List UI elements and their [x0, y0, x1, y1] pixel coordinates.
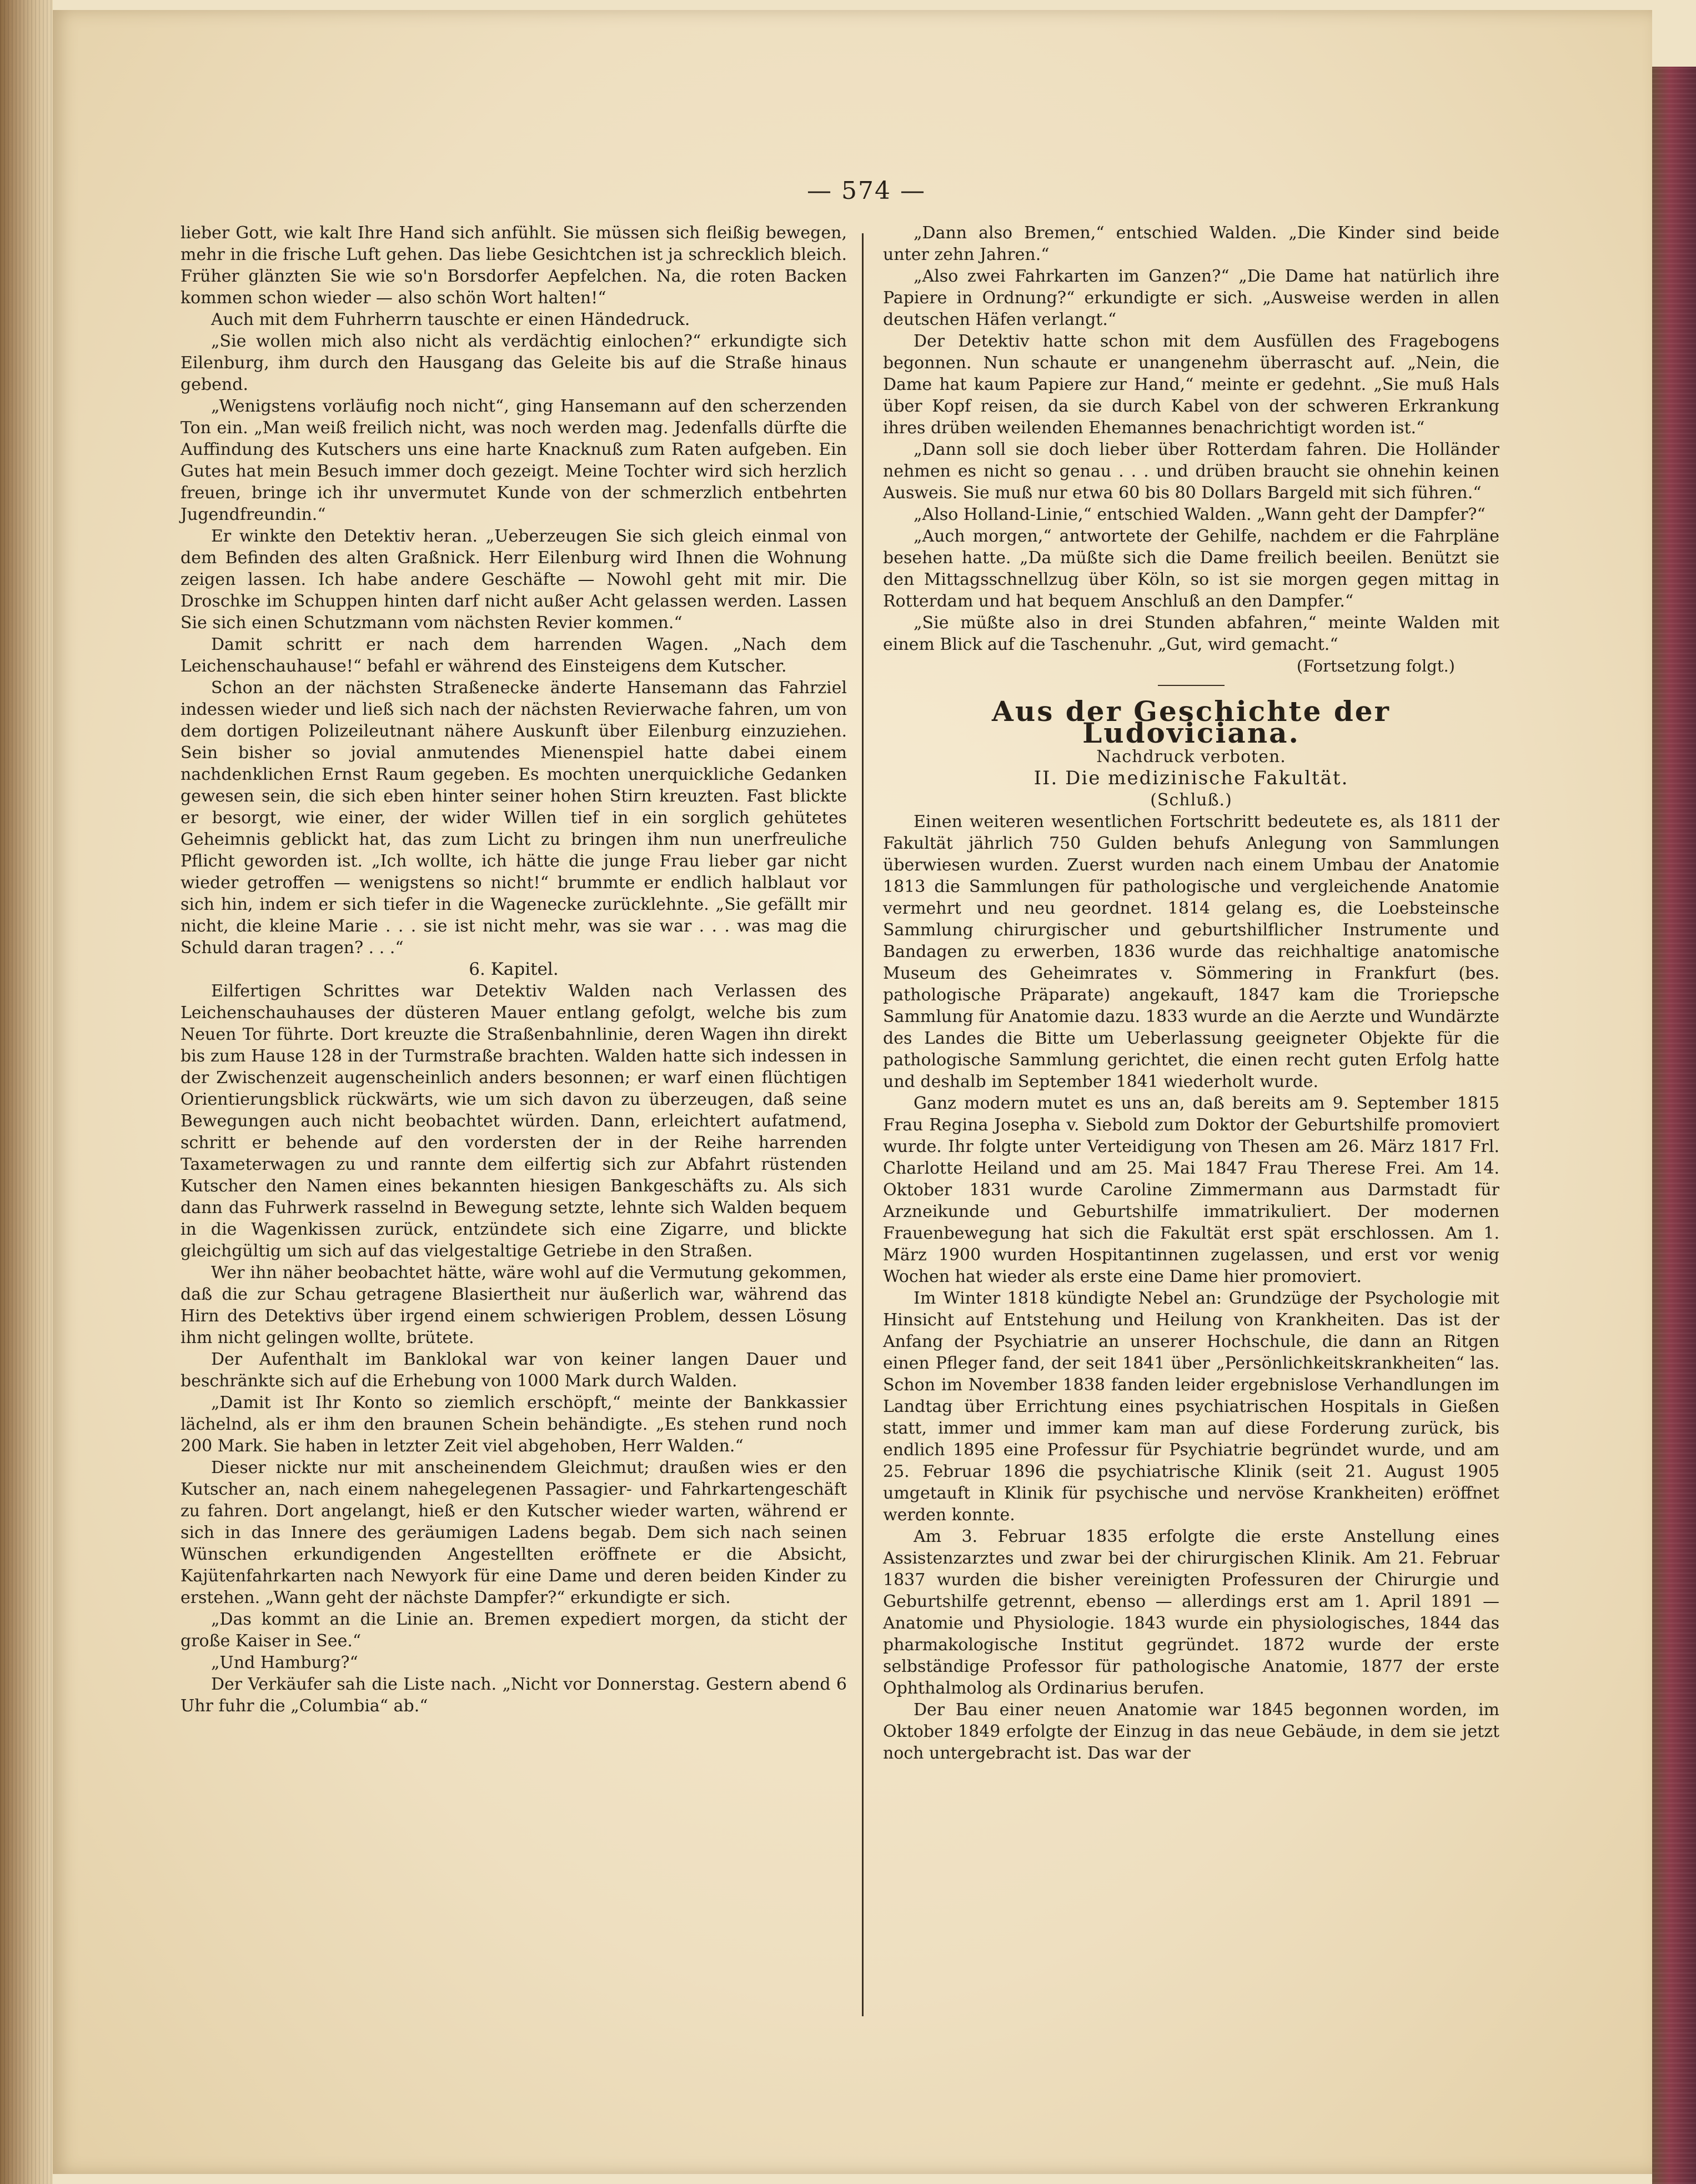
paragraph: Auch mit dem Fuhrherrn tauschte er einen Händedruck. [211, 310, 690, 329]
paragraph: Damit schritt er nach dem harrenden Wagen. „Nach dem Leichenschauhause!“ befahl er während des Einsteigens dem Kutscher. [180, 635, 847, 676]
paragraph: „Wenigstens vorläufig noch nicht“, ging Hansemann auf den scherzenden Ton ein. „Man weiß freilich nicht, was noch werden mag. Jedenfalls dürfte die Auffindung des Kutschers uns eine harte Knacknuß zum Raten aufgeben. Ein Gutes hat mein Besuch immer doch gezeigt. Meine Tochter wird sich herzlich freuen, bringe ich ihr unvermutet Kunde von der schmerzlich entbehrten Jugendfreundin.“ [180, 397, 847, 524]
paragraph: Ganz modern mutet es uns an, daß bereits am 9. September 1815 Frau Regina Josepha v. Siebold zum Doktor der Geburtshilfe promoviert wurde. Ihr folgte unter Verteidigung von Thesen am 26. März 1817 Frl. Charlotte Heiland und am 25. Mai 1847 Frau Therese Frei. Am 14. Oktober 1831 wurde Caroline Zimmermann aus Darmstadt für Arzneikunde und Geburtshilfe immatrikuliert. Der modernen Frauenbewegung hat sich die Fakultät erst spät erschlossen. Am 1. März 1900 wurden Hospitantinnen zugelassen, und erst vor wenig Wochen hat wieder als erste eine Dame hier promoviert. [883, 1094, 1499, 1286]
left-column [180, 222, 847, 1717]
paragraph: Er winkte den Detektiv heran. „Ueberzeugen Sie sich gleich einmal von dem Befinden des alten Graßnick. Herr Eilenburg wird Ihnen die Wohnung zeigen lassen. Ich habe andere Geschäfte — Nowohl geht mit mir. Die Droschke im Schuppen hinten darf nicht außer Acht gelassen werden. Lassen Sie sich einen Schutzmann vom nächsten Revier kommen.“ [180, 527, 847, 633]
book-edge-left [0, 0, 53, 2184]
conclusion-note: (Schluß.) [1150, 790, 1232, 810]
paragraph: Der Bau einer neuen Anatomie war 1845 begonnen worden, im Oktober 1849 erfolgte der Einzug in das neue Gebäude, in dem sie jetzt noch untergebracht ist. Das war der [883, 1700, 1499, 1763]
section-subtitle: II. Die medizinische Fakultät. [1033, 767, 1349, 789]
paragraph: „Damit ist Ihr Konto so ziemlich erschöpft,“ meinte der Bankkassier lächelnd, als er ihm den braunen Schein behändigte. „Es stehen rund noch 200 Mark. Sie haben in letzter Zeit viel abgehoben, Herr Walden.“ [180, 1393, 847, 1456]
paragraph: „Dann soll sie doch lieber über Rotterdam fahren. Die Holländer nehmen es nicht so genau . . . und drüben braucht sie ohnehin keinen Ausweis. Sie muß nur etwa 60 bis 80 Dollars Bargeld mit sich führen.“ [883, 440, 1499, 503]
paragraph: Am 3. Februar 1835 erfolgte die erste Anstellung eines Assistenzarztes und zwar bei der chirurgischen Klinik. Am 21. Februar 1837 wurden die bisher vereinigten Professuren der Chirurgie und Geburtshilfe getrennt, ebenso — allerdings erst am 1. April 1891 — Anatomie und Physiologie. 1843 wurde ein physiologisches, 1844 das pharmakologische Institut gegründet. 1872 wurde der erste selbständige Professor für pathologische Anatomie, 1877 der erste Ophthalmolog als Ordinarius berufen. [883, 1527, 1499, 1698]
paragraph: Im Winter 1818 kündigte Nebel an: Grundzüge der Psychologie mit Hinsicht auf Entstehung und Heilung von Krankheiten. Das ist der Anfang der Psychiatrie an unserer Hochschule, die dann an Ritgen einen Pfleger fand, der seit 1841 über „Persönlichkeitskrankheiten“ las. Schon im November 1838 fanden leider ergebnislose Verhandlungen im Landtag über Errichtung eines psychiatrischen Hospitals in Gießen statt, immer und immer kam man auf diese Forderung zurück, bis endlich 1895 eine Professur für Psychiatrie begründet wurde, und am 25. Februar 1896 die psychiatrische Klinik (seit 21. August 1905 umgetauft in Klinik für psychische und nervöse Krankheiten) eröffnet werden konnte. [883, 1289, 1499, 1525]
paragraph: Einen weiteren wesentlichen Fortschritt bedeutete es, als 1811 der Fakultät jährlich 750 Gulden behufs Anlegung von Sammlungen überwiesen wurden. Zuerst wurden nach einem Umbau der Anatomie 1813 die Sammlungen für pathologische und vergleichende Anatomie vermehrt und neu geordnet. 1814 gelang es, die Loebsteinsche Sammlung chirurgischer und geburtshilflicher Instrumente und Bandagen zu erwerben, 1836 wurde das reichhaltige anatomische Museum des Geheimrates v. Sömmering in Frankfurt (bes. pathologische Präparate) angekauft, 1847 kam die Troriepsche Sammlung für Anatomie dazu. 1833 wurde an die Aerzte und Wundärzte des Landes die Bitte um Ueberlassung geeigneter Objekte für die pathologische Sammlung gerichtet, die einen recht guten Erfolg hatte und deshalb im September 1841 wiederholt wurde. [883, 812, 1499, 1091]
paragraph: „Dann also Bremen,“ entschied Walden. „Die Kinder sind beide unter zehn Jahren.“ [883, 223, 1499, 264]
paragraph: Wer ihn näher beobachtet hätte, wäre wohl auf die Vermutung gekommen, daß die zur Schau getragene Blasiertheit nur äußerlich war, während das Hirn des Detektivs über irgend einem schwierigen Problem, dessen Lösung ihm nicht gelingen wollte, brütete. [180, 1263, 847, 1348]
paragraph: „Also Holland-Linie,“ entschied Walden. „Wann geht der Dampfer?“ [914, 505, 1486, 524]
page-number: — 574 — [807, 177, 926, 205]
reprint-note: Nachdruck verboten. [1096, 747, 1286, 767]
chapter-heading: 6. Kapitel. [469, 959, 559, 979]
paragraph: „Sie müßte also in drei Stunden abfahren,“ meinte Walden mit einem Blick auf die Taschenuhr. „Gut, wird gemacht.“ [883, 613, 1499, 654]
paragraph: Der Verkäufer sah die Liste nach. „Nicht vor Donnerstag. Gestern abend 6 Uhr fuhr die „Columbia“ ab.“ [180, 1675, 847, 1716]
paragraph: Dieser nickte nur mit anscheinendem Gleichmut; draußen wies er den Kutscher an, nach einem nahegelegenen Passagier- und Fahrkartengeschäft zu fahren. Dort angelangt, hieß er den Kutscher wieder warten, während er sich in das Innere des geräumigen Ladens begab. Dem sich nach seinen Wünschen erkundigenden Angestellten eröffnete er die Absicht, Kajütenfahrkarten nach Newyork für eine Dame und deren beiden Kinder zu erstehen. „Wann geht der nächste Dampfer?“ erkundigte er sich. [180, 1458, 847, 1607]
paragraph: „Also zwei Fahrkarten im Ganzen?“ „Die Dame hat natürlich ihre Papiere in Ordnung?“ erkundigte er sich. „Ausweise werden in allen deutschen Häfen verlangt.“ [883, 267, 1499, 329]
paragraph: Der Aufenthalt im Banklokal war von keiner langen Dauer und beschränkte sich auf die Erhebung von 1000 Mark durch Walden. [180, 1350, 847, 1391]
paragraph: lieber Gott, wie kalt Ihre Hand sich anfühlt. Sie müssen sich fleißig bewegen, mehr in die frische Luft gehen. Das liebe Gesichtchen ist ja schrecklich bleich. Früher glänzten Sie wie so'n Borsdorfer Aepfelchen. Na, die roten Backen kommen schon wieder — also schön Wort halten!“ [180, 223, 847, 308]
right-column [883, 222, 1499, 1764]
book-edge-right [1652, 67, 1696, 2184]
section-title: Aus der Geschichte der Ludoviciana. [992, 695, 1391, 749]
paragraph: „Sie wollen mich also nicht als verdächtig einlochen?“ erkundigte sich Eilenburg, ihm durch den Hausgang das Geleite bis auf die Straße hinaus gebend. [180, 332, 847, 394]
paragraph: Der Detektiv hatte schon mit dem Ausfüllen des Fragebogens begonnen. Nun schaute er unangenehm überrascht auf. „Nein, die Dame hat kaum Papiere zur Hand,“ meinte er gedehnt. „Sie muß Hals über Kopf reisen, da sie durch Kabel von der schweren Erkrankung ihres drüben weilenden Ehemannes benachrichtigt worden ist.“ [883, 332, 1499, 438]
paragraph: Eilfertigen Schrittes war Detektiv Walden nach Verlassen des Leichenschauhauses der düsteren Mauer entlang gefolgt, welche bis zum Neuen Tor führte. Dort kreuzte die Straßenbahnlinie, deren Wagen ihn direkt bis zum Hause 128 in der Turmstraße brachten. Walden hatte sich indessen in der Zwischenzeit augenscheinlich anders besonnen; er warf einen flüchtigen Orientierungsblick rückwärts, wie um sich davon zu überzeugen, daß seine Bewegungen auch nicht beobachtet würden. Dann, erleichtert aufatmend, schritt er behende auf den vordersten der in der Reihe harrenden Taxameterwagen zu und rannte dem eilfertig sich zur Abfahrt rüstenden Kutscher den Namen eines bekannten hiesigen Bankgeschäfts zu. Als sich dann das Fuhrwerk rasselnd in Bewegung setzte, lehnte sich Walden bequem in die Wagenkissen zurück, entzündete sich eine Zigarre, und blickte gleichgültig um sich auf das vielgestaltige Getriebe in den Straßen. [180, 981, 847, 1261]
paragraph: „Und Hamburg?“ [211, 1653, 358, 1672]
column-divider [862, 233, 864, 2016]
section-rule [1158, 685, 1225, 686]
paragraph: „Auch morgen,“ antwortete der Gehilfe, nachdem er die Fahrpläne besehen hatte. „Da müßte sich die Dame freilich beeilen. Benützt sie den Mittagsschnellzug über Köln, so ist sie morgen gegen mittag in Rotterdam und hat bequem Anschluß an den Dampfer.“ [883, 527, 1499, 611]
continuation-note: (Fortsetzung folgt.) [1296, 657, 1455, 675]
paragraph: „Das kommt an die Linie an. Bremen expediert morgen, da sticht der große Kaiser in See.“ [180, 1610, 847, 1651]
paragraph: Schon an der nächsten Straßenecke änderte Hansemann das Fahrziel indessen wieder und ließ sich nach der nächsten Revierwache fahren, um von dem dortigen Polizeileutnant nähere Auskunft über Eilenburg einzuziehen. Sein bisher so jovial anmutendes Mienenspiel hatte dabei einem nachdenklichen Ernst Raum gegeben. Es mochten unerquickliche Gedanken gewesen sein, die sich eben hinter seiner hohen Stirn kreuzten. Fast blickte er besorgt, wie einer, der wider Willen tief in ein sorglich gehütetes Geheimnis geblickt hat, das zum Licht zu bringen ihm nun unerfreuliche Pflicht geworden ist. „Ich wollte, ich hätte die junge Frau lieber gar nicht wieder getroffen — wenigstens so nicht!“ brummte er endlich halblaut vor sich hin, indem er sich tiefer in die Wagenecke zurücklehnte. „Sie gefällt mir nicht, die kleine Marie . . . sie ist nicht mehr, was sie war . . . was mag die Schuld daran tragen? . . .“ [180, 678, 847, 958]
